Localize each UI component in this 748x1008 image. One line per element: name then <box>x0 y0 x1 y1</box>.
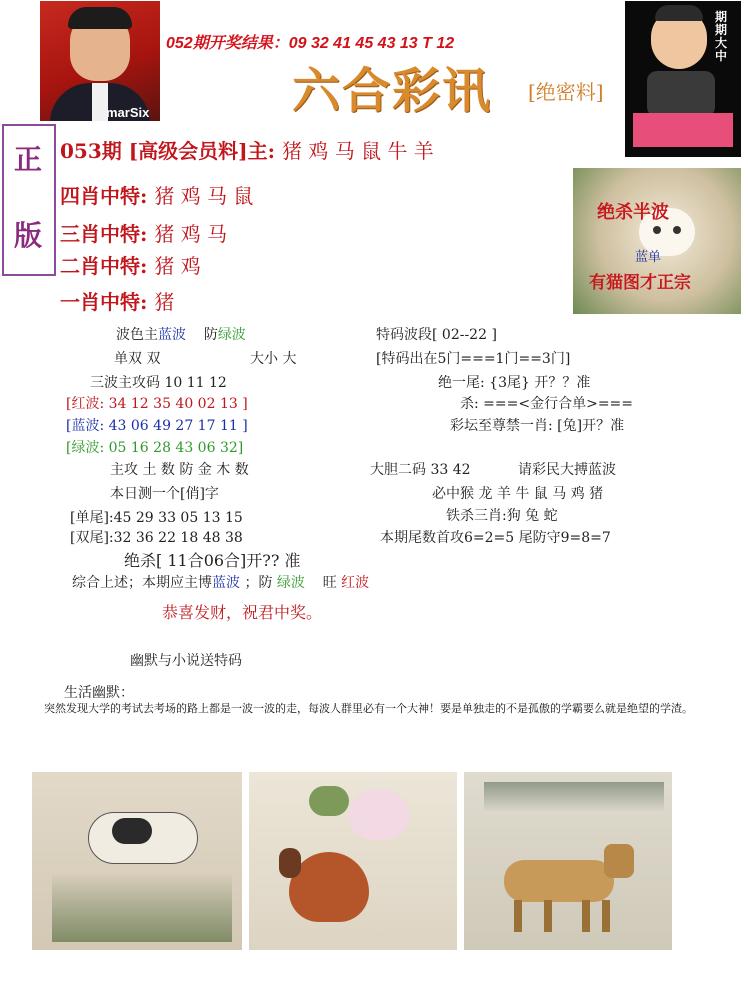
two-zodiac-line <box>60 250 201 279</box>
special-range-line: 特码波段[ 02--22 ] <box>376 327 497 343</box>
page-title: 六合彩讯 <box>292 63 493 119</box>
summary-wang: 红波 <box>341 575 370 591</box>
side-tag-line2: 版 <box>14 219 43 252</box>
two-zodiac-label: 二肖中特: <box>60 254 148 278</box>
side-tag-line1: 正 <box>14 143 43 176</box>
three-zodiac-value: 猪 鸡 马 <box>154 222 228 246</box>
special-door-line: [特码出在5门===1门==3门] <box>376 351 571 367</box>
badge-text: 期期大中 <box>715 10 728 63</box>
kill-line: 绝杀[ 11合06合]开?? 准 <box>124 551 301 570</box>
congrats-line: 恭喜发财，祝君中奖。 <box>162 603 323 622</box>
promo-bottom-text: 有猫图才正宗 <box>589 273 691 293</box>
must-win-line: 必中猴 龙 羊 牛 鼠 马 鸡 猪 <box>432 486 604 502</box>
one-zodiac-value: 猪 <box>154 290 175 314</box>
wave-main-label: 波色主 <box>116 327 158 343</box>
daily-word-line: 本日测一个[俏]字 <box>110 486 219 502</box>
three-wave-line: 三波主攻码 10 11 12 <box>90 375 227 391</box>
one-zodiac-line <box>60 286 174 315</box>
issue-zodiacs: 猪 鸡 马 鼠 牛 羊 <box>282 139 434 163</box>
joke-section-title: 幽默与小说送特码 <box>130 653 242 669</box>
issue-line <box>60 135 434 164</box>
odd-even-line: 单双 双 <box>114 351 161 367</box>
summary-label: 综合上述；本期应主博 <box>72 575 212 591</box>
joke-subtitle: 生活幽默： <box>64 685 134 701</box>
three-zodiac-label: 三肖中特: <box>60 222 148 246</box>
pig-painting <box>32 772 242 950</box>
double-tail-line: [双尾]:32 36 22 18 48 38 <box>70 530 243 546</box>
side-tag <box>2 124 56 276</box>
green-wave-line: [绿波: 05 16 28 43 06 32] <box>66 440 244 456</box>
summary-wang-label: 旺 <box>322 575 337 591</box>
promo-cat-image <box>573 168 741 314</box>
bold-two-line: 大胆二码 33 42 <box>370 462 471 478</box>
blue-wave-line: [蓝波: 43 06 49 27 17 11 ] <box>66 418 248 434</box>
summary-main: 蓝波 <box>212 575 240 591</box>
summary-line <box>72 572 369 592</box>
issue-label: [高级会员料]主: <box>128 139 276 163</box>
logo-text: marSix <box>106 105 150 120</box>
tail-line: 绝一尾: {3尾} 开？？准 <box>438 375 591 391</box>
wave-guard-value: 绿波 <box>217 327 246 343</box>
four-zodiac-value: 猪 鸡 马 鼠 <box>154 184 254 208</box>
red-wave-line: [红波: 34 12 35 40 02 13 ] <box>66 396 248 412</box>
three-zodiac-line <box>60 218 227 247</box>
promo-top-text: 绝杀半波 <box>597 202 669 223</box>
issue-number: 053期 <box>60 139 122 163</box>
tail-count-line: 本期尾数首攻6=2=5 尾防守9=8=7 <box>380 530 611 546</box>
promo-mid-text: 蓝单 <box>635 250 662 265</box>
page-subtitle: [绝密料] <box>528 80 604 104</box>
horse-painting <box>464 772 672 950</box>
one-zodiac-label: 一肖中特: <box>60 290 148 314</box>
element-line: 主攻 土 数 防 金 木 数 <box>110 462 249 478</box>
four-zodiac-label: 四肖中特: <box>60 184 148 208</box>
cartoon-badge <box>625 1 741 157</box>
joke-text: 突然发现大学的考试去考场的路上都是一波一波的走，每波人群里必有一个大神！要是单独走的不是孤傲的学霸要么就是绝望的学渣。 <box>44 702 693 715</box>
wave-main-line <box>116 324 246 344</box>
four-zodiac-line <box>60 180 253 209</box>
forbid-line: 彩坛至尊禁一肖: [兔]开？准 <box>450 418 625 434</box>
size-line: 大小 大 <box>250 351 297 367</box>
summary-guard: 绿波 <box>276 575 305 591</box>
bet-wave-line: 请彩民大搏蓝波 <box>518 462 616 478</box>
result-line: 052期开奖结果：09 32 41 45 43 13 T 12 <box>166 35 455 52</box>
summary-guard-label: ；防 <box>244 575 273 591</box>
wave-main-value: 蓝波 <box>158 327 186 343</box>
portrait-photo <box>40 1 160 121</box>
wave-guard-label: 防 <box>203 327 218 343</box>
rooster-painting <box>249 772 457 950</box>
kill-set-line: 杀: ===<金行合单>=== <box>460 396 634 412</box>
iron-kill-line: 铁杀三肖:狗 兔 蛇 <box>446 508 558 524</box>
two-zodiac-value: 猪 鸡 <box>154 254 201 278</box>
single-tail-line: [单尾]:45 29 33 05 13 15 <box>70 510 243 526</box>
